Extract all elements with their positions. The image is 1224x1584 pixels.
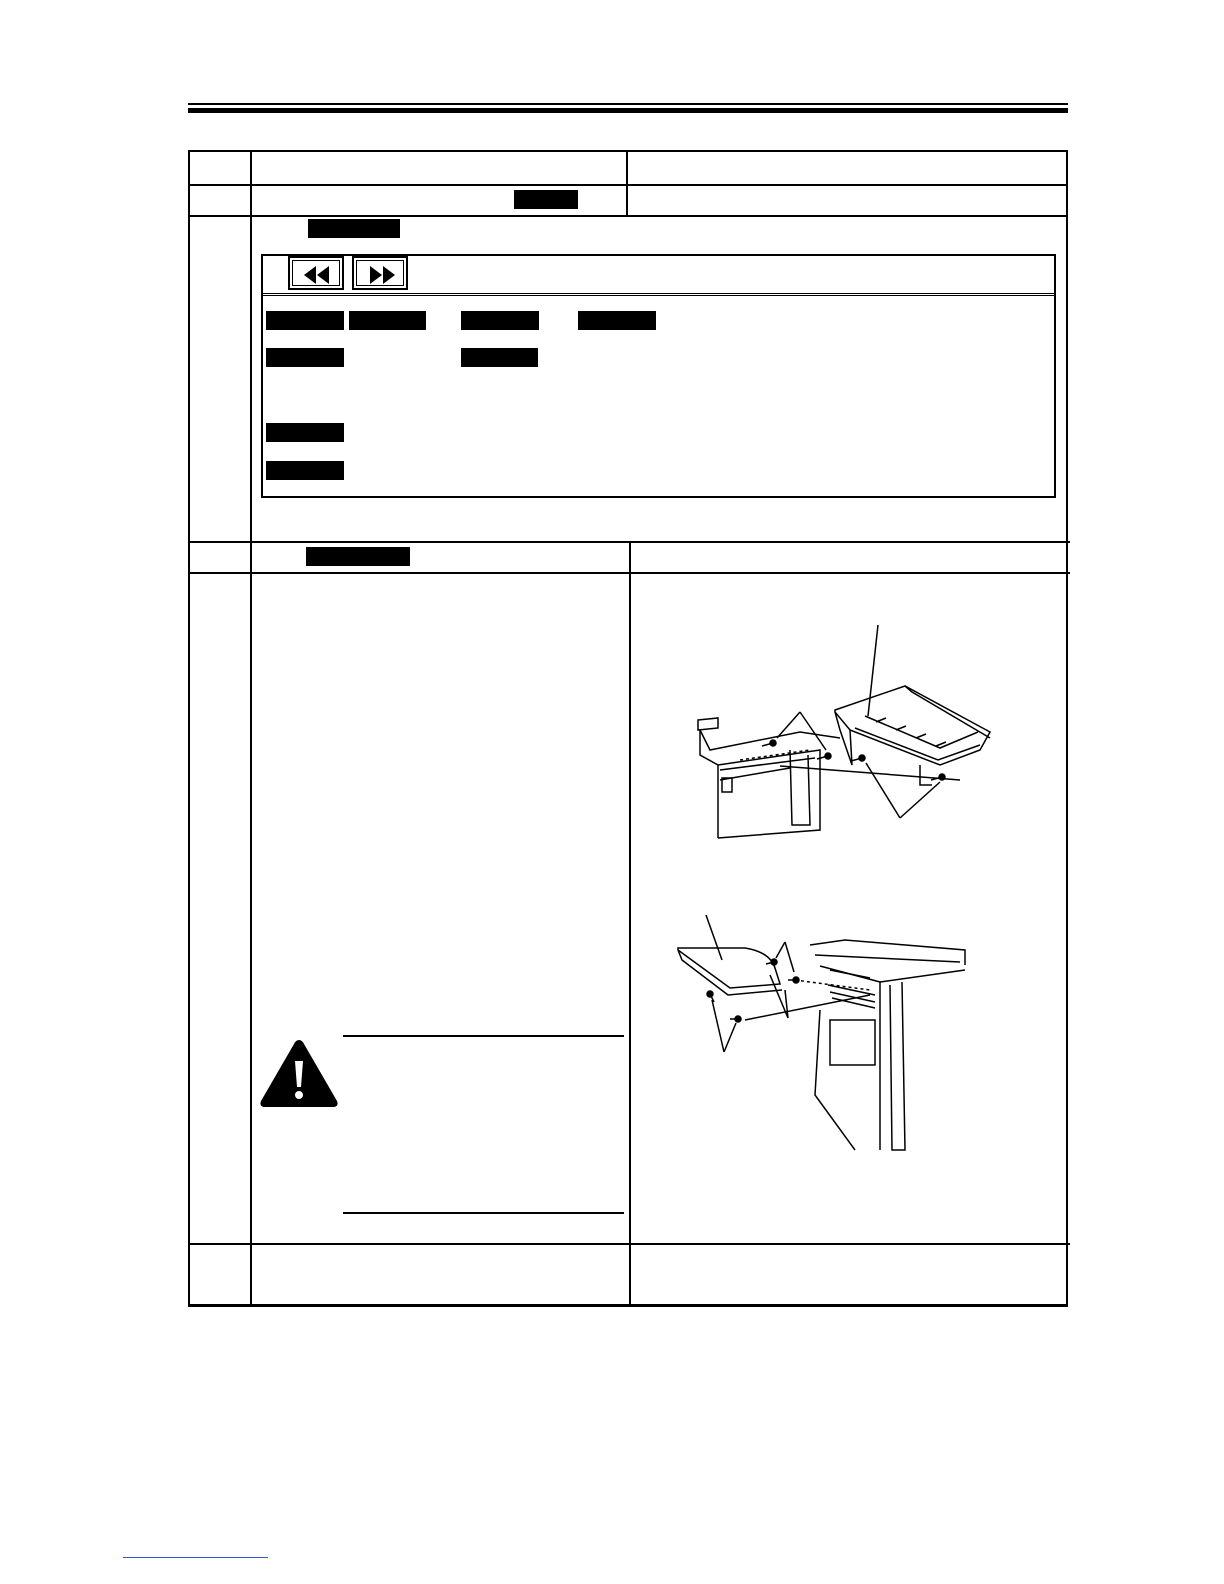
panel-item: [266, 311, 344, 330]
rewind-button[interactable]: [288, 256, 344, 290]
panel-item: [266, 423, 344, 442]
fast-forward-button[interactable]: [352, 256, 408, 290]
table-right-border: [1066, 150, 1068, 1307]
header-rule-thick: [188, 108, 1068, 113]
table-top-border: [188, 150, 1068, 152]
panel-item: [578, 311, 656, 330]
row-separator-1: [188, 184, 1068, 186]
panel-item: [266, 348, 344, 367]
table-left-border: [188, 150, 190, 1307]
panel-item: [461, 311, 539, 330]
screen-panel-separator: [261, 293, 1056, 296]
panel-item: [266, 461, 344, 480]
cover-removal-illustration: [680, 620, 1000, 855]
table-bottom-border: [188, 1304, 1068, 1307]
warning-top-rule: [343, 1035, 624, 1037]
footer-link[interactable]: [123, 1557, 268, 1558]
screen-panel: [261, 254, 1056, 498]
redacted-text-block: [514, 190, 578, 209]
col-divider-row-1: [626, 150, 628, 216]
row-separator-2: [188, 215, 1068, 217]
warning-bottom-rule: [343, 1212, 624, 1214]
header-rule-thin: [188, 103, 1068, 105]
redacted-text-block: [308, 219, 400, 238]
redacted-text-block: [306, 547, 410, 566]
panel-item: [461, 348, 538, 367]
step-column-divider: [250, 150, 252, 1307]
col-divider-row-4: [629, 541, 631, 1307]
tray-removal-illustration: [670, 910, 970, 1165]
panel-item: [349, 311, 426, 330]
warning-triangle-icon: [258, 1037, 340, 1114]
